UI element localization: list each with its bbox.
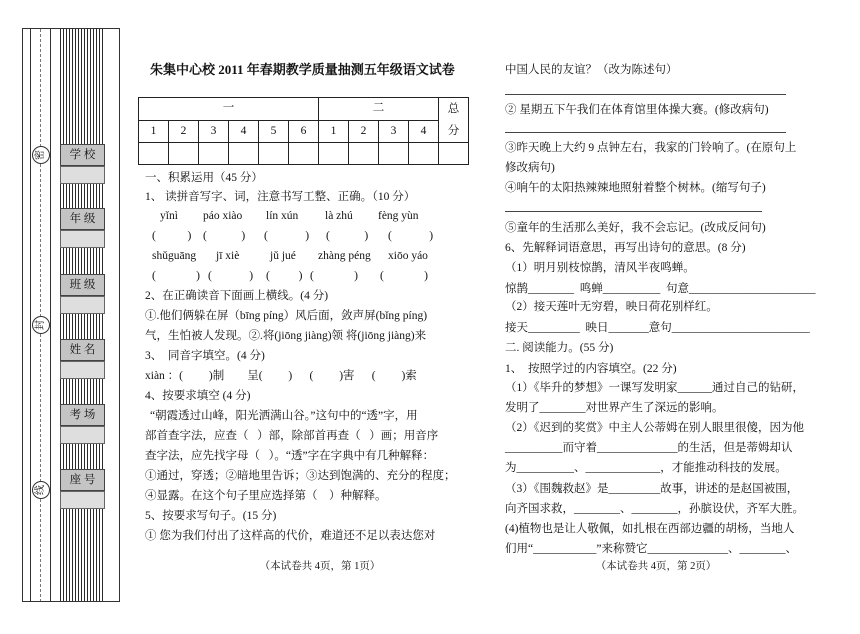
answer-bracket: ( )	[264, 230, 310, 242]
question-5-item-3: ③昨天晚上大约 9 点钟左右，我家的门铃响了。(在原句上	[505, 142, 797, 154]
score-cell	[199, 143, 229, 165]
answer-bracket: ( )	[380, 270, 428, 282]
binding-field-school: 学 校	[60, 144, 105, 166]
item-number: 1	[319, 120, 349, 143]
reading-question-line: (4)植物也是让人敬佩，如扎根在西部边疆的胡杨，当地人	[505, 523, 795, 535]
score-table	[138, 97, 469, 165]
answer-bracket: ( )	[388, 230, 434, 242]
pinyin-item: yǐnì	[160, 210, 178, 222]
question-5-item-4: ④响午的太阳热辣辣地照射着整个树林。(缩写句子)	[505, 182, 766, 194]
score-cell	[349, 143, 379, 165]
pinyin-item: xiōo yáo	[388, 250, 428, 262]
question-5-item-1: ① 您为我们付出了这样高的代价，难道还不足以表达您对	[145, 530, 436, 542]
seal-mark: 封	[32, 316, 50, 334]
reading-question-line: 们用“___________”来称赞它______________、________、	[505, 543, 797, 555]
binding-fill-class	[60, 296, 105, 314]
question-3-prompt: 3、 同音字填空。(4 分)	[145, 350, 265, 362]
score-cell	[379, 143, 409, 165]
reading-question-line: （1）《毕升的梦想》一课写发明家______通过自己的钻研，	[505, 382, 804, 394]
question-4-line: ④显露。在这个句子里应选择第（ ）种解释。	[145, 490, 387, 502]
binding-field-class: 班 级	[60, 274, 105, 296]
question-2-prompt: 2、在正确读音下面画上横线。(4 分)	[145, 290, 329, 302]
item-number: 2	[169, 120, 199, 143]
answer-line	[505, 211, 762, 212]
pinyin-item: zhàng péng	[318, 250, 371, 262]
binding-field-name: 姓 名	[60, 339, 105, 361]
total-label-bottom: 分	[447, 125, 460, 137]
item-number: 6	[289, 120, 319, 143]
binding-fill-exam-room	[60, 426, 105, 444]
pinyin-item: shǔguāng	[152, 250, 197, 262]
score-cell	[319, 143, 349, 165]
score-cell	[229, 143, 259, 165]
item-number: 3	[199, 120, 229, 143]
question-1-prompt: 1、 读拼音写字、词，注意书写工整、正确。（10 分）	[145, 191, 416, 203]
score-header-part-two: 二	[319, 98, 439, 121]
question-5-item-5: ⑤童年的生活那么美好，我不会忘记。(改成反问句)	[505, 222, 766, 234]
answer-bracket: ( )	[152, 230, 192, 242]
question-4-line: ①通过，穿透；②暗地里告诉；③达到饱满的、充分的程度；	[145, 470, 456, 482]
answer-bracket: ( )	[266, 270, 303, 282]
seal-mark: 密	[32, 146, 50, 164]
score-cell	[409, 143, 439, 165]
poem-blanks: 惊鹊________ 鸣蝉__________ 句意______________________	[505, 283, 816, 295]
answer-bracket: ( )	[203, 230, 246, 242]
question-5-item-3-continued: 修改病句)	[505, 162, 555, 174]
question-2-line: ①.他们俩躲在屏（bīng píng）风后面，敛声屏(bǐng píng)	[145, 310, 428, 322]
score-cell	[259, 143, 289, 165]
item-number: 3	[379, 120, 409, 143]
score-cell	[139, 143, 169, 165]
score-cell	[289, 143, 319, 165]
answer-bracket: ( )	[310, 270, 358, 282]
section-one-heading: 一、积累运用（45 分）	[145, 172, 263, 184]
score-cell	[169, 143, 199, 165]
reading-question-line: 向齐国求救，________、________，孙膑设伏，齐军大胜。	[505, 503, 804, 515]
binding-fill-seat-number	[60, 491, 105, 509]
page-footer: （本试卷共 4页，第 2页）	[595, 561, 717, 572]
question-4-line: 查字法，应先找字母（ ）。“透”字在字典中有几种解释：	[145, 450, 435, 462]
binding-fill-name	[60, 361, 105, 379]
binding-field-seat-number: 座 号	[60, 469, 105, 491]
score-header-part-one: 一	[139, 98, 319, 121]
item-number: 4	[409, 120, 439, 143]
answer-bracket: ( )	[326, 230, 369, 242]
reading-question-line: 为__________、_____________，才能推动科技的发展。	[505, 462, 787, 474]
answer-bracket: ( )	[208, 270, 254, 282]
reading-question-line: （3）《围魏救赵》是_________故事，讲述的是赵国被围，	[505, 483, 799, 495]
answer-line	[505, 132, 786, 133]
item-number: 5	[259, 120, 289, 143]
pinyin-item: là zhú	[325, 210, 353, 222]
answer-line	[505, 94, 786, 95]
reading-question-line: __________而守着______________的生活，但是蒂姆却认	[505, 442, 793, 454]
question-4-line: “朝霞透过山峰，阳光洒满山谷。”这句中的“透”字，用	[150, 410, 418, 422]
question-5-item-2: ② 星期五下午我们在体育馆里体操大赛。(修改病句)	[505, 104, 769, 116]
exam-title: 朱集中心校 2011 年春期教学质量抽测五年级语文试卷	[150, 62, 455, 77]
binding-fill-grade	[60, 230, 105, 248]
poem-line: （1）明月别枝惊鹊，清风半夜鸣蝉。	[505, 262, 695, 274]
question-4-prompt: 4、按要求填空 (4 分)	[145, 390, 251, 402]
pinyin-item: fèng yùn	[378, 210, 419, 222]
poem-line: （2）接天莲叶无穷碧，映日荷花别样红。	[505, 301, 718, 313]
binding-field-exam-room: 考 场	[60, 404, 105, 426]
question-5-prompt: 5、按要求写句子。(15 分)	[145, 510, 277, 522]
item-number: 1	[139, 120, 169, 143]
seal-mark: 线	[32, 481, 50, 499]
binding-fill-school	[60, 166, 105, 184]
question-5-item-1-continued: 中国人民的友谊？（改为陈述句）	[505, 64, 678, 76]
reading-question-1-prompt: 1、 按照学过的内容填空。(22 分)	[505, 363, 677, 375]
answer-bracket: ( )	[152, 270, 200, 282]
question-6-prompt: 6、先解释词语意思，再写出诗句的意思。(8 分)	[505, 242, 746, 254]
pinyin-item: páo xiào	[203, 210, 243, 222]
binding-field-grade: 年 级	[60, 208, 105, 230]
section-two-heading: 二. 阅读能力。(55 分)	[505, 342, 614, 354]
reading-question-line: （2）《迟到的奖赏》中主人公蒂姆在别人眼里很傻，因为他	[505, 422, 804, 434]
item-number: 2	[349, 120, 379, 143]
poem-blanks: 接天_________ 映日_______意句________________________	[505, 322, 810, 334]
page-footer: （本试卷共 4页，第 1页）	[259, 561, 381, 572]
question-4-line: 部首查字法，应查（ ）部，除部首再查（ ）画；用音序	[145, 430, 439, 442]
item-number: 4	[229, 120, 259, 143]
binding-hatch	[60, 29, 105, 601]
total-label-top: 总	[447, 103, 460, 115]
pinyin-item: lín xún	[266, 210, 299, 222]
pinyin-item: jī xiè	[216, 250, 240, 262]
score-header-total	[439, 98, 469, 143]
reading-question-line: 发明了________对世界产生了深远的影响。	[505, 402, 724, 414]
score-cell	[439, 143, 469, 165]
question-3-line: xiàn ：( )制 呈( ) ( )害 ( )索	[145, 370, 417, 382]
question-2-line: 气，生怕被人发现。②.将(jiōng jiàng)领 将(jiōng jiàng)来	[145, 330, 427, 342]
pinyin-item: jǔ jué	[270, 250, 296, 262]
